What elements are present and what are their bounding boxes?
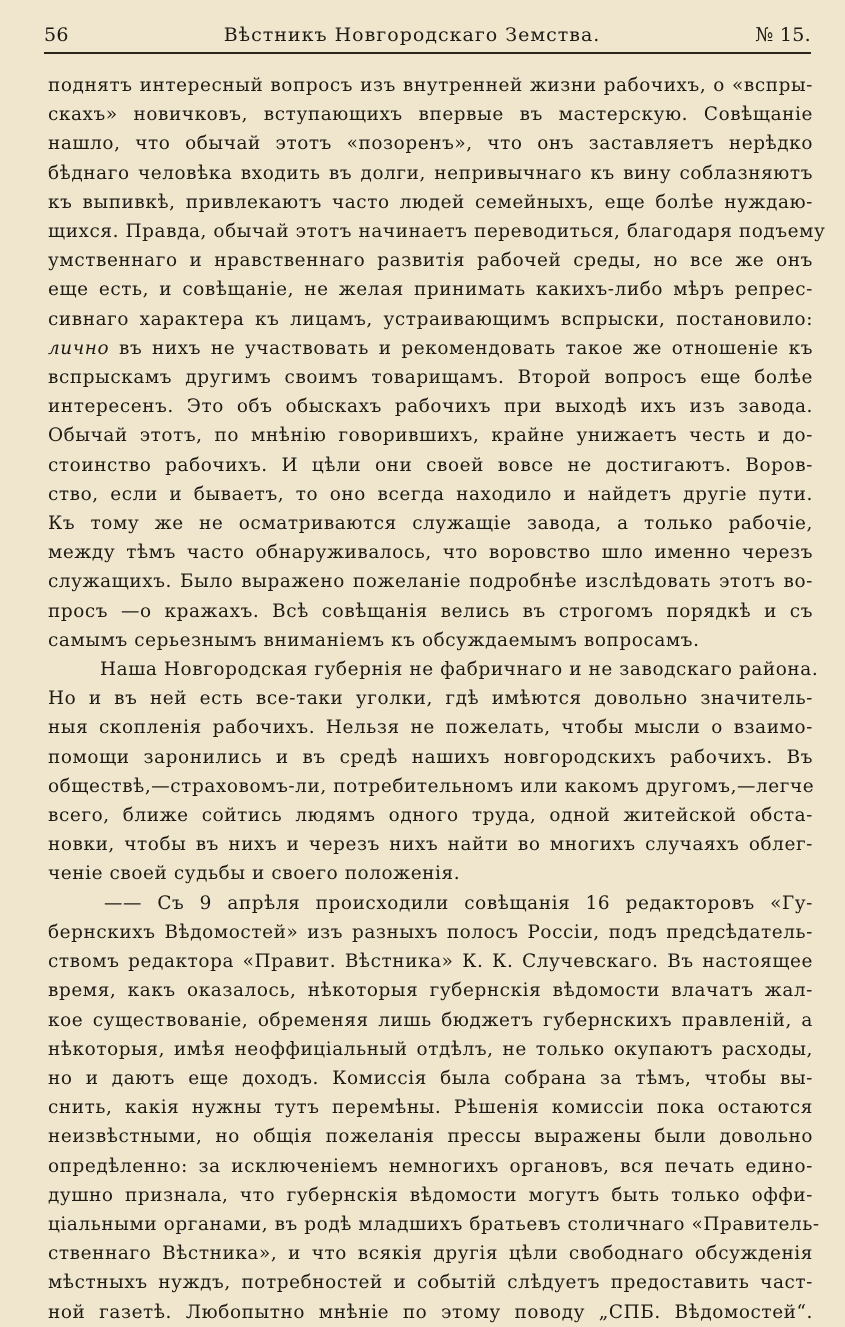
text-line: бернскихъ Вѣдомостей» изъ разныхъ полосъ Россіи, подъ предсѣдатель- <box>48 921 813 943</box>
text-line: кое существованіе, обременяя лишь бюджетъ губернскихъ правленій, а <box>48 1009 813 1031</box>
text-line: скахъ» новичковъ, вступающихъ впервые въ мастерскую. Совѣщаніе <box>48 104 813 126</box>
text-fragment: въ нихъ не участвовать и рекомендовать такое же отношеніе къ <box>109 337 813 359</box>
running-header <box>44 22 811 48</box>
text-line: новки, чтобы въ нихъ и черезъ нихъ найти во многихъ случаяхъ облег- <box>48 834 813 856</box>
text-line: ствомъ редактора «Правит. Вѣстника» К. К. Случевскаго. Въ настоящее <box>48 951 813 973</box>
text-line-with-italic <box>48 334 813 363</box>
text-line: вспрыскамъ другимъ своимъ товарищамъ. Второй вопросъ еще болѣе <box>48 367 813 389</box>
text-line: ство, если и бываетъ, то оно всегда находило и найдетъ другіе пути. <box>48 483 813 505</box>
text-line: ственнаго Вѣстника», и что всякія другія цѣли свободнаго обсужденія <box>48 1243 813 1265</box>
italic-word: лично <box>48 337 110 359</box>
text-line: обществѣ,—страховомъ-ли, потребительномъ или какомъ другомъ,—легче <box>48 775 815 797</box>
text-line: сивнаго характера къ лицамъ, устраивающимъ вспрыски, постановило: <box>48 308 813 330</box>
article-body <box>48 71 826 1327</box>
text-line: мѣстныхъ нуждъ, потребностей и событій слѣдуетъ предоставить част- <box>48 1272 813 1294</box>
text-line: поднятъ интересный вопросъ изъ внутренней жизни рабочихъ, о «вспры- <box>48 75 813 96</box>
text-line: умственнаго и нравственнаго развитія рабочей среды, но все же онъ <box>48 250 813 272</box>
text-line: ныя скопленія рабочихъ. Нельзя не пожелать, чтобы мысли о взаимо- <box>48 717 813 739</box>
text-line: ченіе своей судьбы и своего положенія. <box>48 863 461 885</box>
paragraph-start-line: Наша Новгородская губернія не фабричнаго и не заводскаго района. <box>100 659 819 681</box>
issue-number: № 15. <box>755 24 811 46</box>
text-line: ціальными органами, въ родѣ младшихъ братьевъ столичнаго «Правитель- <box>48 1213 820 1235</box>
text-line: между тѣмъ часто обнаруживалось, что воровство шло именно черезъ <box>48 542 813 564</box>
page-number: 56 <box>44 24 69 46</box>
text-line: Но и въ ней есть все-таки уголки, гдѣ имѣются довольно значитель- <box>48 688 813 710</box>
text-line: всего, ближе сойтись людямъ одного труда, одной житейской обста- <box>48 805 813 827</box>
header-rule <box>44 52 811 54</box>
text-line: самымъ серьезнымъ вниманіемъ къ обсуждаемымъ вопросамъ. <box>48 629 700 651</box>
text-line: стоинство рабочихъ. И цѣли они своей вовсе не достигаютъ. Воров- <box>48 454 813 476</box>
text-line: неизвѣстными, но общія пожеланія прессы выражены были довольно <box>48 1126 813 1148</box>
text-line: служащихъ. Было выражено пожеланіе подробнѣе изслѣдовать этотъ во- <box>48 571 813 593</box>
text-line: время, какъ оказалось, нѣкоторыя губернскія вѣдомости влачатъ жал- <box>48 980 813 1002</box>
text-line: Обычай этотъ, по мнѣнію говорившихъ, крайне унижаетъ честь и до- <box>48 425 813 447</box>
text-line: душно признала, что губернскія вѣдомости могутъ быть только оффи- <box>48 1184 813 1206</box>
text-line: Къ тому же не осматриваются служащіе завода, а только рабочіе, <box>48 513 813 535</box>
text-line: просъ —о кражахъ. Всѣ совѣщанія велись въ строгомъ порядкѣ и съ <box>48 600 813 622</box>
text-line: но и даютъ еще доходъ. Комиссія была собрана за тѣмъ, чтобы вы- <box>48 1067 813 1089</box>
text-line: нашло, что обычай этотъ «позоренъ», что онъ заставляетъ нерѣдко <box>48 133 813 155</box>
text-line: снить, какія нужны тутъ перемѣны. Рѣшенія комиссіи пока остаются <box>48 1097 813 1119</box>
text-line: бѣднаго человѣка входить въ долги, непривычнаго къ вину соблазняютъ <box>48 162 813 184</box>
text-line: опредѣленно: за исключеніемъ немногихъ органовъ, вся печать едино- <box>48 1155 813 1177</box>
text-line: интересенъ. Это объ обыскахъ рабочихъ при выходѣ ихъ изъ завода. <box>48 396 813 418</box>
text-line: помощи заронились и въ средѣ нашихъ новгородскихъ рабочихъ. Въ <box>48 746 813 768</box>
text-line: нѣкоторыя, имѣя неоффиціальный отдѣлъ, не только окупаютъ расходы, <box>48 1038 813 1060</box>
journal-title: Вѣстникъ Новгородскаго Земства. <box>223 24 601 46</box>
text-line: ной газетѣ. Любопытно мнѣніе по этому поводу „СПБ. Вѣдомостей“. <box>48 1301 813 1323</box>
text-line: еще есть, и совѣщаніе, не желая принимать какихъ-либо мѣръ репрес- <box>48 279 813 301</box>
text-line: къ выпивкѣ, привлекаютъ часто людей семейныхъ, еще болѣе нуждаю- <box>48 191 813 213</box>
paragraph-start-line: —— Съ 9 апрѣля происходили совѣщанія 16 редакторовъ «Гу- <box>104 892 813 914</box>
text-line: щихся. Правда, обычай этотъ начинаетъ переводиться, благодаря подъему <box>48 221 826 243</box>
